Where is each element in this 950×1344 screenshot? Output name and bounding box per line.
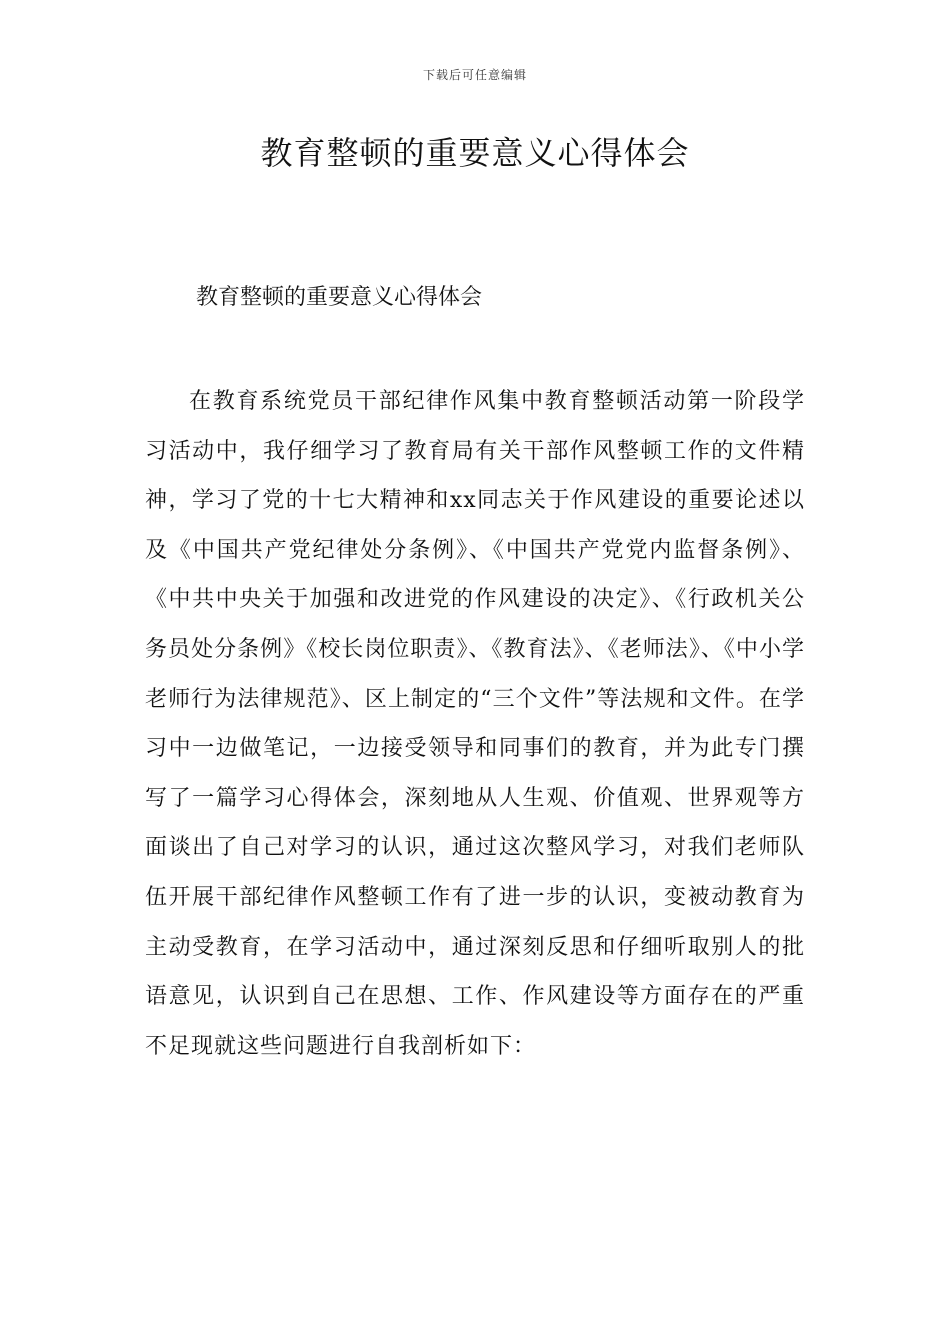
body-paragraph: 在教育系统党员干部纪律作风集中教育整顿活动第一阶段学习活动中，我仔细学习了教育局有关干部作风整顿工作的文件精神，学习了党的十七大精神和xx同志关于作风建设的重要论述以及《中国共产党纪律处分条例》、《中国共产党党内监督条例》、《中共中央关于加强和改进党的作风建设的决定》、《行政机关公务员处分条例》《校长岗位职责》、《教育法》、《老师法》、《中小学老师行为法律规范》、区上制定的“三个文件”等法规和文件。在学习中一边做笔记，一边接受领导和同事们的教育，并为此专门撰写了一篇学习心得体会，深刻地从人生观、价值观、世界观等方面谈出了自己对学习的认识，通过这次整风学习，对我们老师队伍开展干部纪律作风整顿工作有了进一步的认识，变被动教育为主动受教育，在学习活动中，通过深刻反思和仔细听取别人的批语意见，认识到自己在思想、工作、作风建设等方面存在的严重不足现就这些问题进行自我剖析如下： — [145, 389, 805, 1059]
page-header-note: 下载后可任意编辑 — [422, 68, 527, 82]
document-title: 教育整顿的重要意义心得体会 — [260, 134, 690, 172]
document-subtitle: 教育整顿的重要意义心得体会 — [196, 285, 483, 310]
